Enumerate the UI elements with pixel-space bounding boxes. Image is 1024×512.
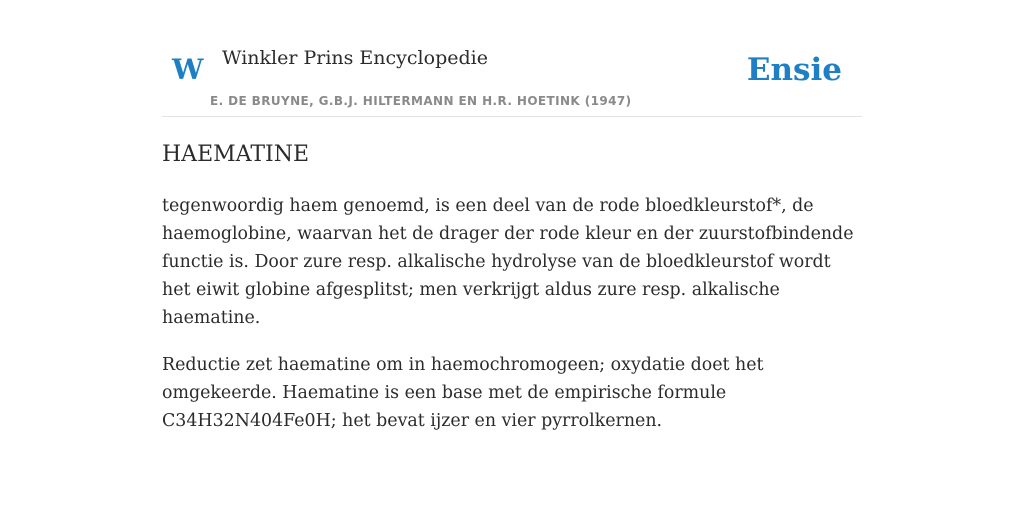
source-header [162, 0, 862, 117]
entry-paragraph: tegenwoordig haem genoemd, is een deel van de rode bloedkleurstof*, de haemoglobine, waarvan het de drager der rode kleur en der zuurstofbindende functie is. Door zure resp. alkalische hydrolyse van de bloedkleurstof wordt het eiwit globine afgesplitst; men verkrijgt aldus zure resp. alkalische haematine. [162, 196, 854, 328]
entry-paragraph: Reductie zet haematine om in haemochromogeen; oxydatie doet het omgekeerde. Haematine is een base met de empirische formule C34H32N404Fe0H; het bevat ijzer en vier pyrrolkernen. [162, 355, 764, 431]
page-container [162, 0, 862, 512]
source-title[interactable]: Winkler Prins Encyclopedie [222, 47, 488, 69]
source-authors: E. DE BRUYNE, G.B.J. HILTERMANN EN H.R. HOETINK (1947) [210, 94, 632, 108]
entry-title: HAEMATINE [162, 142, 310, 167]
brand-logo[interactable]: Ensie [746, 52, 842, 88]
entry-body [162, 192, 862, 454]
source-logo[interactable]: W [172, 53, 204, 86]
